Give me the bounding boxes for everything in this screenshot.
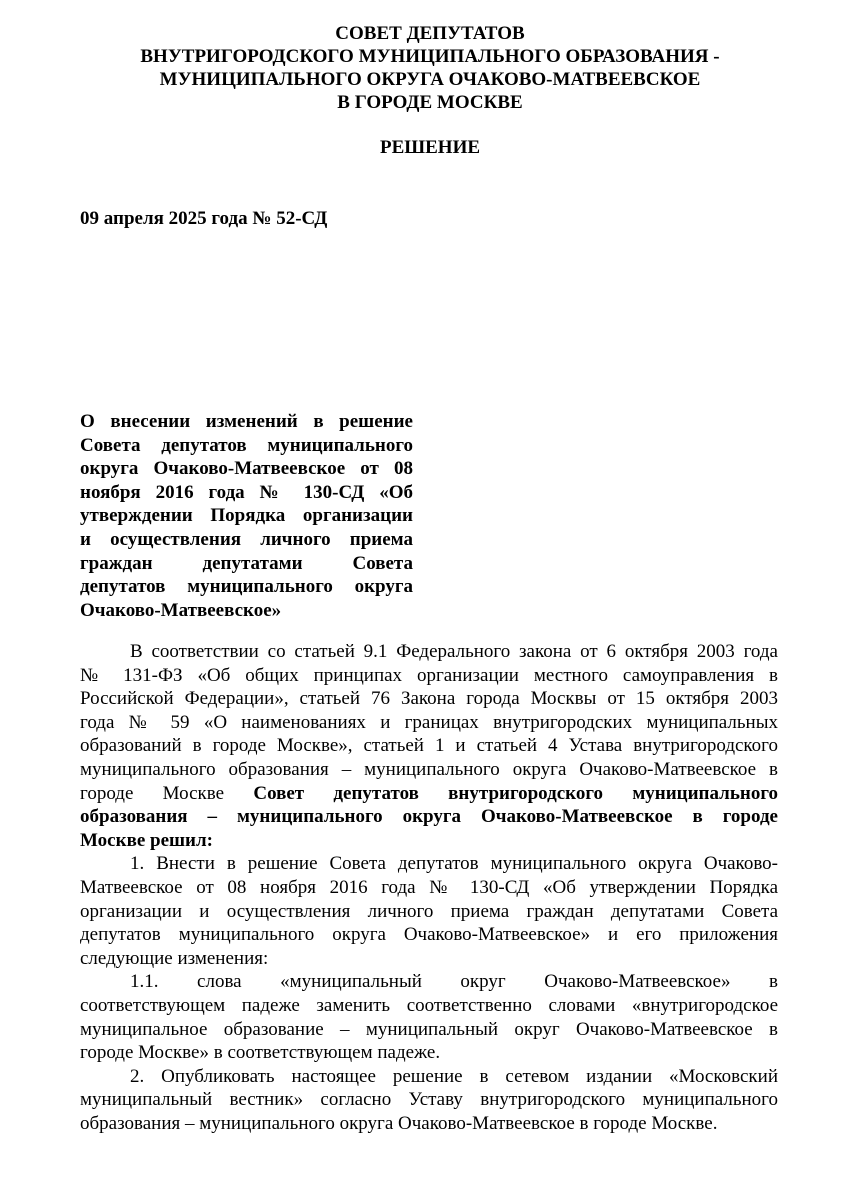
preamble-line: В соответствии со статьей 9.1 Федерального закона от 6 октября 2003 года: [130, 641, 778, 662]
document-body: [80, 640, 778, 1135]
preamble-bold-line: образования – муниципального округа Очаково-Матвеевское в городе: [80, 806, 778, 828]
item-1-paragraph: [80, 852, 778, 970]
decision-subject: [80, 410, 413, 622]
header-line-1: СОВЕТ ДЕПУТАТОВ: [335, 23, 525, 44]
subject-line: Очаково-Матвеевское»: [80, 599, 282, 621]
preamble-line: образований в городе Москве», статьей 1 и статьей 4 Устава внутригородского: [80, 735, 778, 757]
item-1-line: Матвеевское от 08 ноября 2016 года № 130-СД «Об утверждении Порядка: [80, 876, 778, 898]
subject-line: ноября 2016 года № 130-СД «Об: [80, 481, 413, 503]
preamble-line: № 131-ФЗ «Об общих принципах организации местного самоуправления в: [80, 664, 778, 686]
document-header: [60, 22, 800, 114]
subject-line: и осуществления личного приема: [80, 528, 413, 550]
item-1-1-line: соответствующем падеже заменить соответственно словами «внутригородское: [80, 994, 778, 1016]
subject-line: округа Очаково-Матвеевское от 08: [80, 458, 413, 480]
subject-line: утверждении Порядка организации: [80, 505, 413, 527]
item-2-paragraph: [80, 1065, 778, 1136]
header-line-3: МУНИЦИПАЛЬНОГО ОКРУГА ОЧАКОВО-МАТВЕЕВСКОЕ: [159, 69, 701, 90]
subject-line: депутатов муниципального округа: [80, 576, 413, 598]
item-1-1-line: 1.1. слова «муниципальный округ Очаково-Матвеевское» в: [130, 971, 778, 993]
subject-line: Совета депутатов муниципального: [80, 434, 413, 456]
decision-title: РЕШЕНИЕ: [379, 137, 481, 158]
item-1-1-line: муниципальное образование – муниципальный округ Очаково-Матвеевское в: [80, 1018, 778, 1040]
preamble-paragraph: [80, 640, 778, 852]
item-2-line: образования – муниципального округа Очаково-Матвеевское в городе Москве.: [80, 1112, 718, 1134]
preamble-bold-text: Совет депутатов внутригородского муниципального: [253, 782, 778, 804]
preamble-line: муниципального образования – муниципального округа Очаково-Матвеевское в: [80, 758, 778, 780]
preamble-bold-line: Москве решил:: [80, 829, 213, 851]
subject-line: О внесении изменений в решение: [80, 411, 413, 432]
item-2-line: 2. Опубликовать настоящее решение в сетевом издании «Московский: [130, 1065, 778, 1087]
item-1-line: следующие изменения:: [80, 947, 269, 969]
header-line-4: В ГОРОДЕ МОСКВЕ: [337, 92, 523, 113]
preamble-text: городе Москве: [80, 782, 254, 804]
item-1-line: депутатов муниципального округа Очаково-Матвеевское» и его приложения: [80, 924, 778, 946]
header-line-2: ВНУТРИГОРОДСКОГО МУНИЦИПАЛЬНОГО ОБРАЗОВАНИЯ -: [140, 46, 720, 67]
item-1-1-line: городе Москве» в соответствующем падеже.: [80, 1042, 441, 1064]
item-1-1-paragraph: [80, 970, 778, 1064]
document-date-number: 09 апреля 2025 года № 52-СД: [80, 208, 328, 229]
preamble-line: [80, 782, 778, 806]
item-1-line: организации и осуществления личного приема граждан депутатами Совета: [80, 900, 778, 922]
preamble-line: Российской Федерации», статьей 76 Закона города Москвы от 15 октября 2003: [80, 688, 778, 710]
preamble-line: года № 59 «О наименованиях и границах внутригородских муниципальных: [80, 711, 778, 733]
item-2-line: муниципальный вестник» согласно Уставу внутригородского муниципального: [80, 1089, 778, 1111]
subject-line: граждан депутатами Совета: [80, 552, 413, 574]
item-1-line: 1. Внести в решение Совета депутатов муниципального округа Очаково-: [130, 853, 778, 875]
